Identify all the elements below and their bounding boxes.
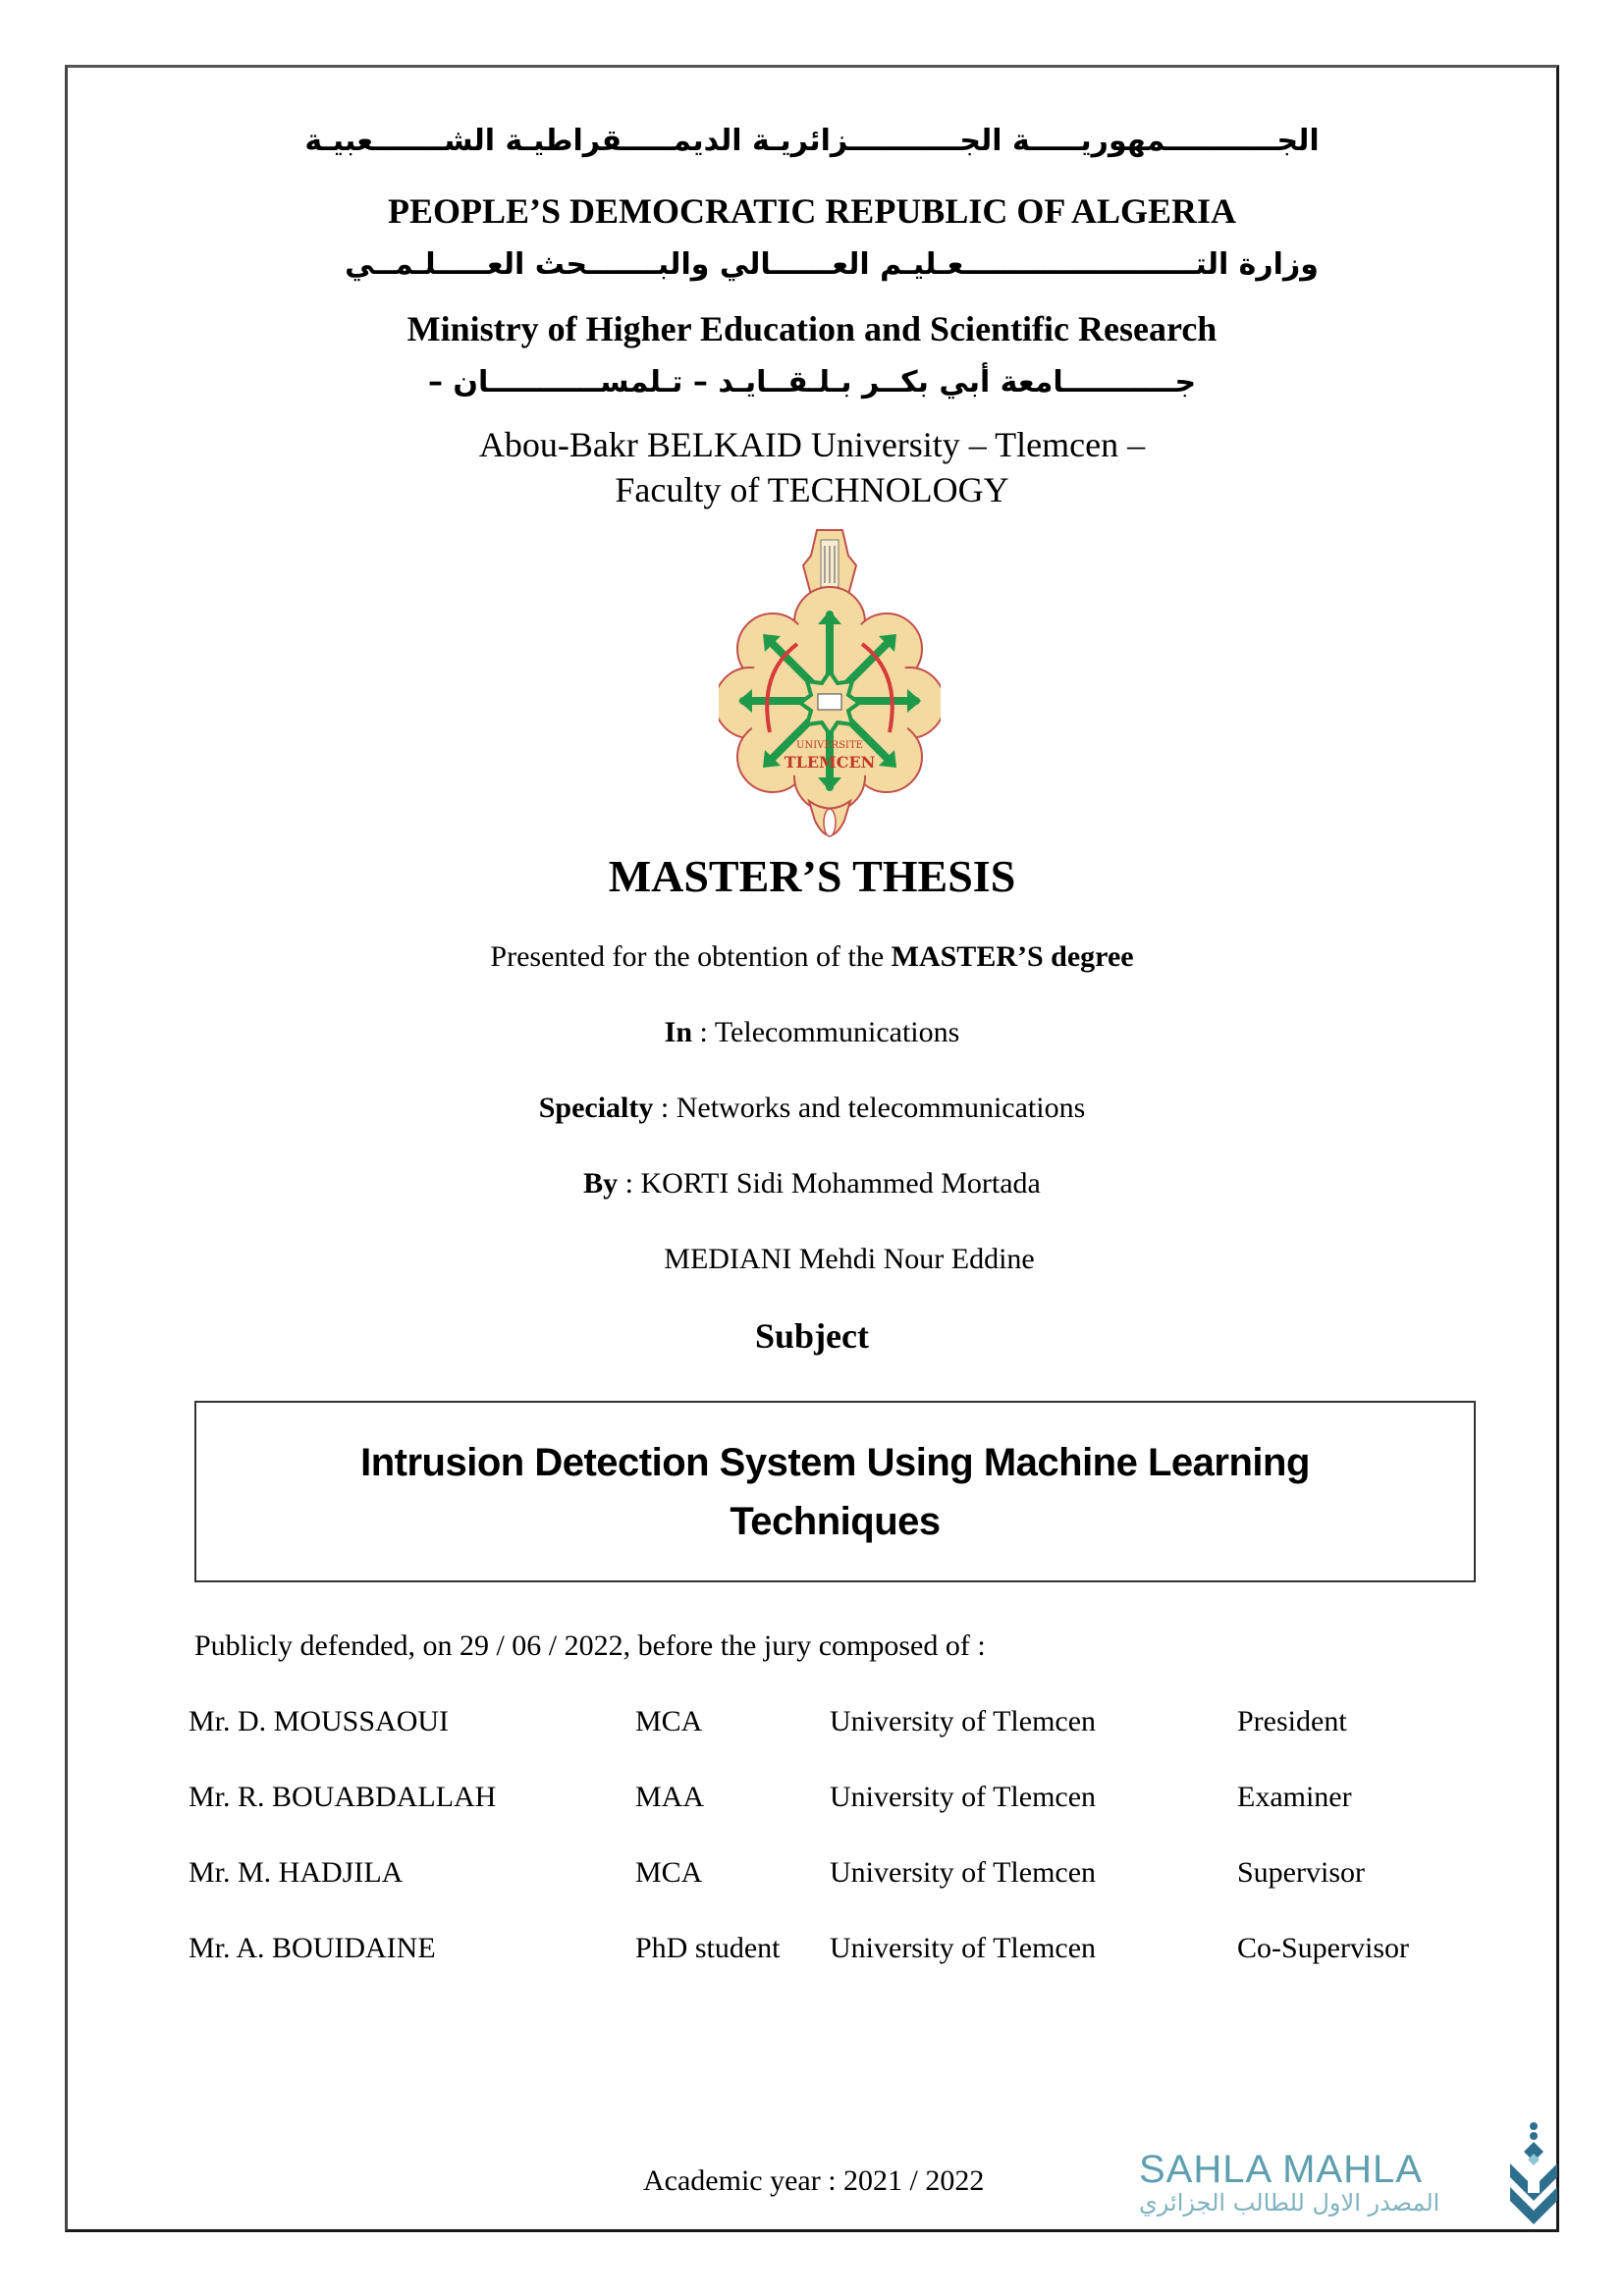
- country-name-arabic: الجـــــــــــمهوريـــــة الجـــــــــــزائريـة الديمـــــقراطيـة الشـــــــعبيـة: [304, 124, 1320, 158]
- svg-text:UNIVERSITE: UNIVERSITE: [796, 740, 863, 751]
- jury-member-role: Supervisor: [1237, 1856, 1365, 1889]
- sahla-mahla-logo-icon: [1504, 2120, 1563, 2226]
- academic-year: Academic year : 2021 / 2022: [643, 2164, 985, 2197]
- jury-member-grade: MCA: [635, 1705, 703, 1737]
- sahla-mahla-watermark: [1129, 2120, 1566, 2228]
- author-2-name: MEDIANI Mehdi Nour Eddine: [664, 1243, 1035, 1275]
- author-label: By: [583, 1167, 619, 1200]
- watermark-tagline: المصدر الاول للطالب الجزائري: [1139, 2189, 1440, 2216]
- jury-member-grade: MAA: [635, 1781, 705, 1813]
- jury-member-name: Mr. A. BOUIDAINE: [189, 1932, 436, 1964]
- specialty-label: Specialty: [538, 1092, 654, 1124]
- jury-member-role: Co-Supervisor: [1237, 1932, 1409, 1964]
- author-line-1: [0, 1167, 1624, 1201]
- document-type-title: MASTER’S THESIS: [608, 851, 1016, 901]
- specialty-line: [0, 1092, 1624, 1125]
- ministry-name-english: Ministry of Higher Education and Scientific Research: [406, 309, 1218, 348]
- subject-box: [194, 1401, 1476, 1582]
- jury-member-institution: University of Tlemcen: [830, 1705, 1097, 1737]
- jury-member-name: Mr. D. MOUSSAOUI: [189, 1705, 450, 1737]
- jury-member-role: Examiner: [1237, 1781, 1352, 1813]
- field-line: [0, 1016, 1624, 1049]
- faculty-name: Faculty of TECHNOLOGY: [615, 470, 1009, 509]
- thesis-title: Intrusion Detection System Using Machine Learning Techniques: [360, 1440, 1310, 1543]
- seal-icon: [719, 526, 941, 850]
- jury-member-institution: University of Tlemcen: [830, 1781, 1097, 1813]
- svg-text:TLEMCEN: TLEMCEN: [784, 753, 876, 772]
- jury-member-name: Mr. R. BOUABDALLAH: [189, 1781, 497, 1813]
- defense-statement: Publicly defended, on 29 / 06 / 2022, before the jury composed of :: [194, 1629, 986, 1662]
- university-name-arabic: جـــــــــــامعة أبي بكــر بـلـقــايـد – تـلمســـــــــــان –: [427, 365, 1197, 400]
- country-name-english: PEOPLE’S DEMOCRATIC REPUBLIC OF ALGERIA: [387, 191, 1237, 231]
- jury-member-institution: University of Tlemcen: [830, 1932, 1097, 1964]
- ministry-name-arabic: وزارة التـــــــــــــــــــــــعـليـم العــــــالي والبـــــــحث العـــــلـمــي: [345, 247, 1319, 282]
- jury-member-institution: University of Tlemcen: [830, 1856, 1097, 1889]
- watermark-brand: SAHLA MAHLA: [1139, 2148, 1423, 2191]
- jury-member-role: President: [1237, 1705, 1347, 1737]
- university-name-english: Abou-Bakr BELKAID University – Tlemcen –: [478, 425, 1146, 464]
- degree-statement-prefix: Presented for the obtention of the: [490, 940, 892, 973]
- field-label: In: [664, 1016, 693, 1048]
- jury-member-name: Mr. M. HADJILA: [189, 1856, 404, 1889]
- jury-member-grade: PhD student: [635, 1932, 781, 1964]
- degree-name: MASTER’S degree: [891, 940, 1134, 973]
- university-seal: [719, 526, 941, 850]
- field-value: : Telecommunications: [692, 1016, 960, 1048]
- degree-statement: [0, 940, 1624, 974]
- subject-heading: Subject: [755, 1316, 869, 1356]
- jury-member-grade: MCA: [635, 1856, 703, 1889]
- author-1-name: : KORTI Sidi Mohammed Mortada: [618, 1167, 1041, 1200]
- specialty-value: : Networks and telecommunications: [653, 1092, 1086, 1124]
